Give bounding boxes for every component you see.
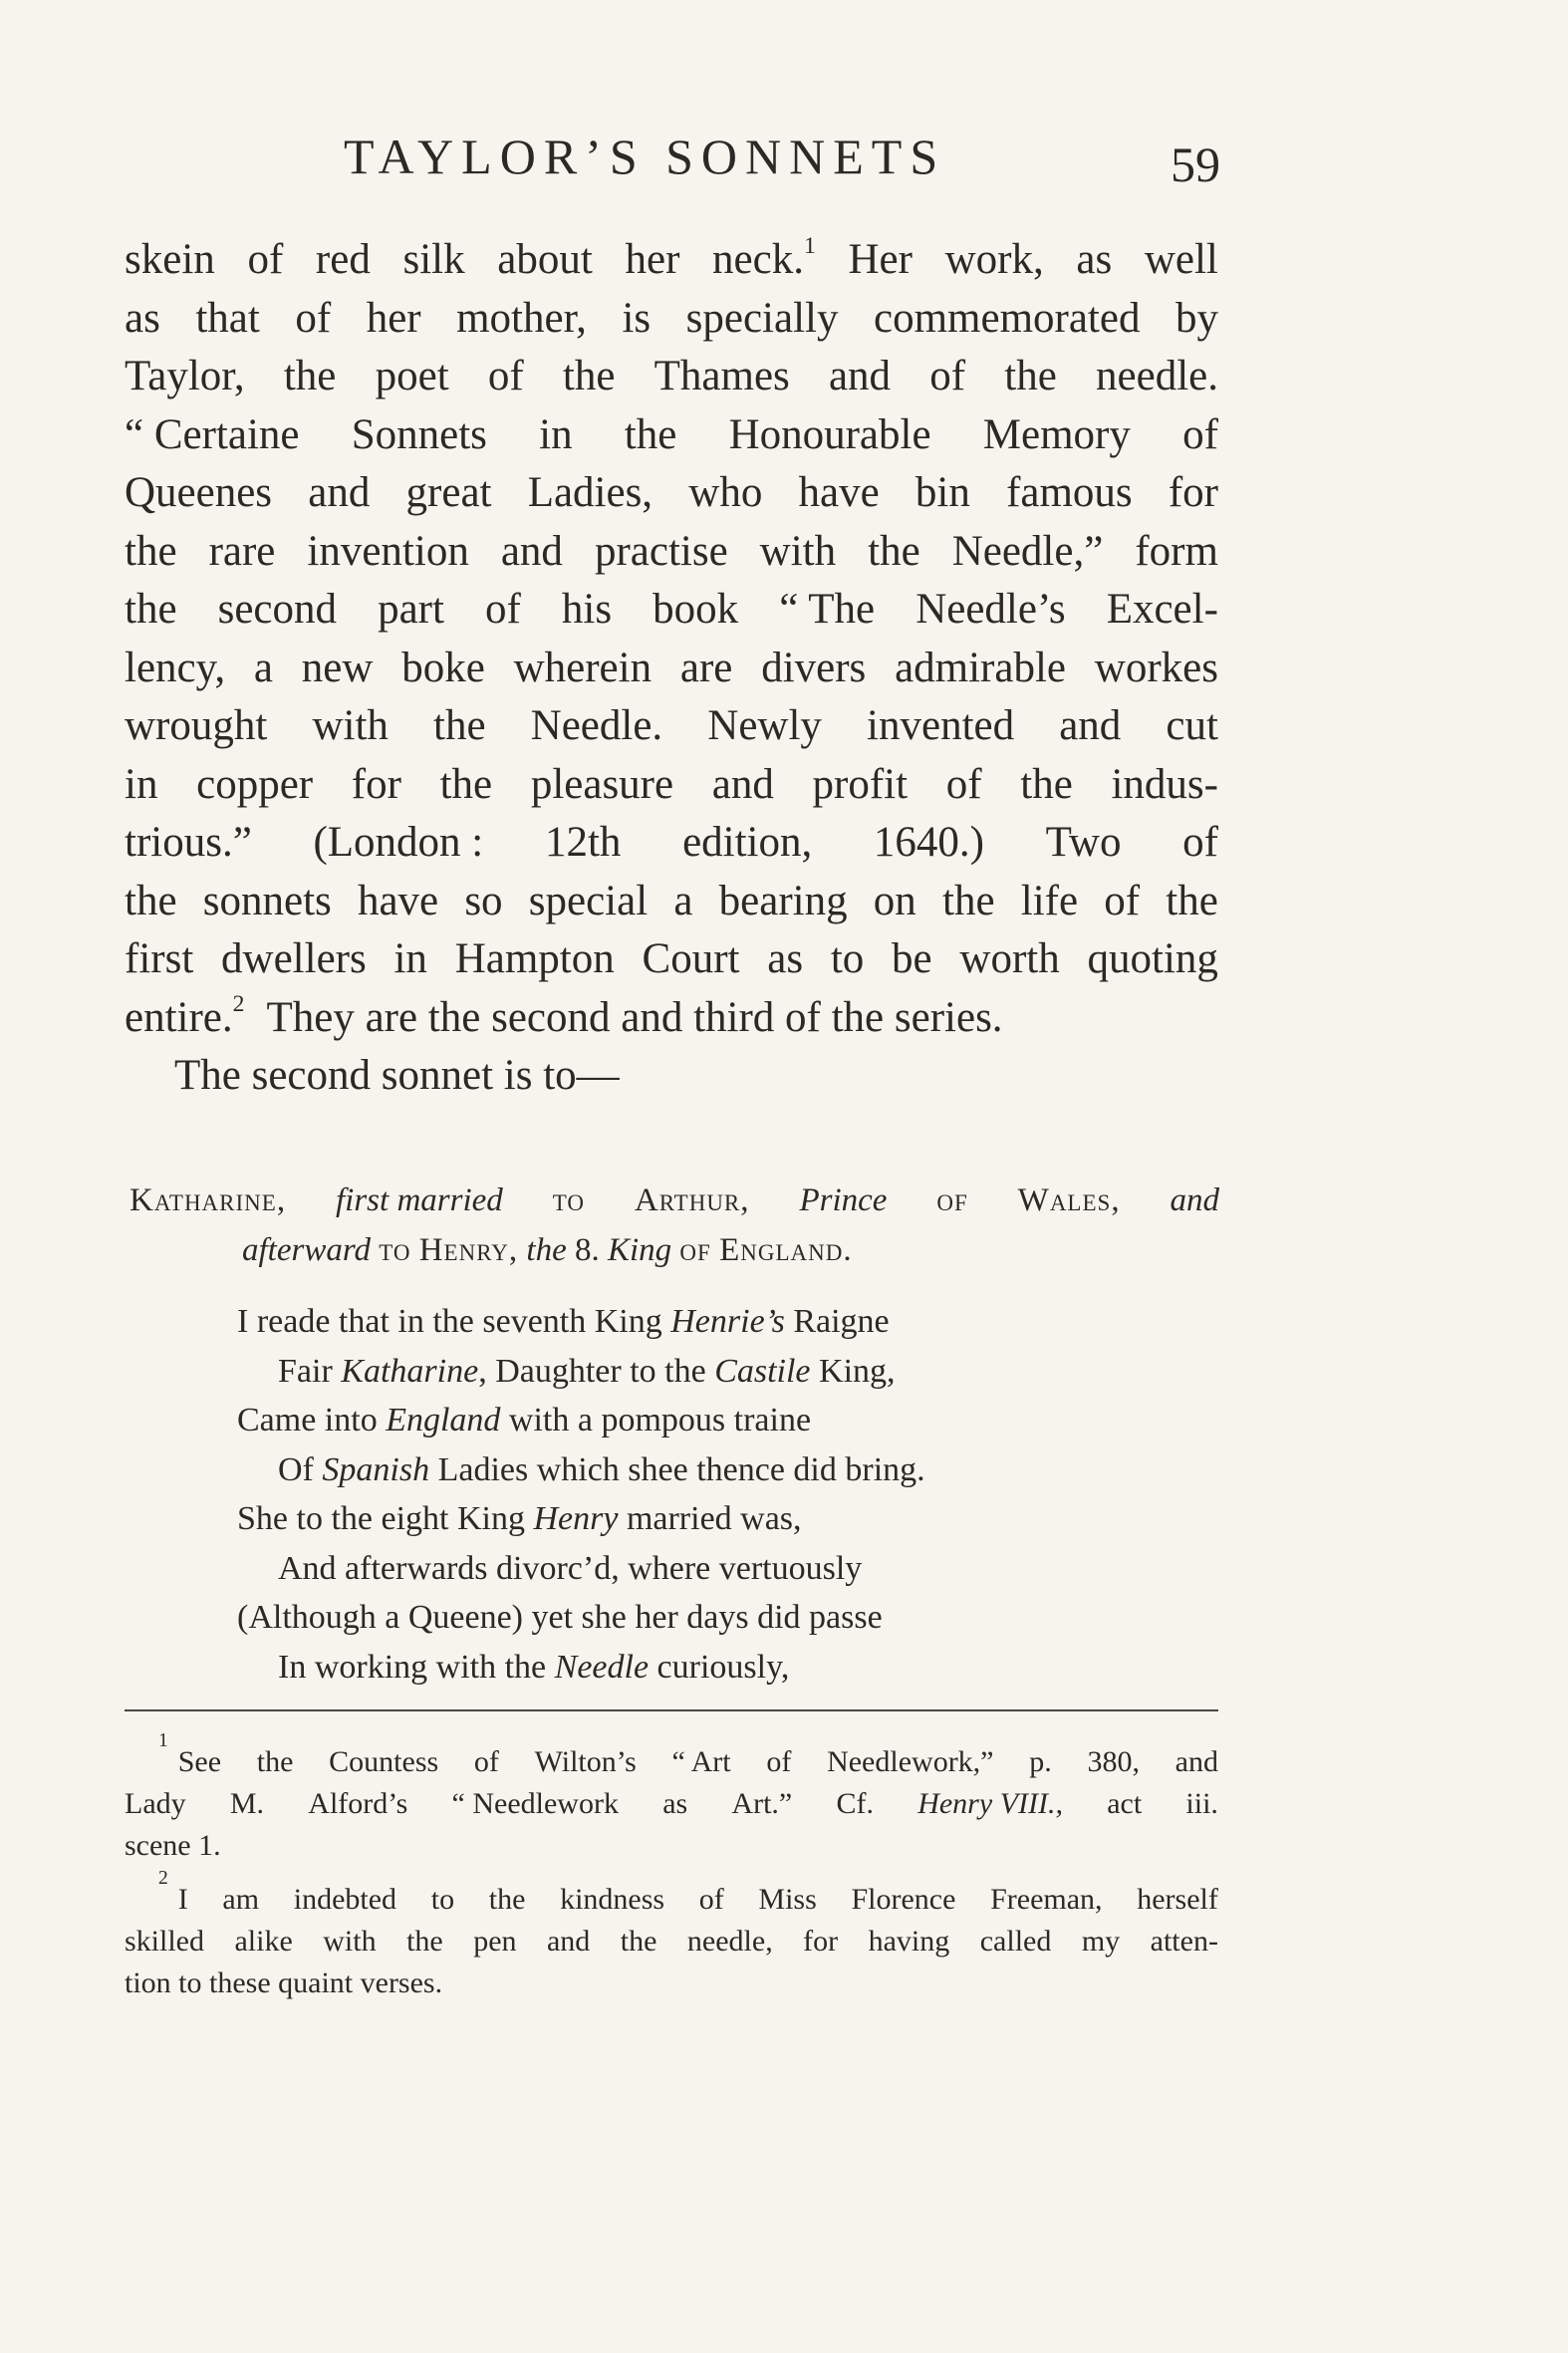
- word: the: [125, 877, 177, 924]
- paragraph-line: [125, 930, 1218, 989]
- heading-word: Prince: [799, 1182, 888, 1218]
- heading-word: afterward: [242, 1232, 371, 1268]
- word: Two: [1045, 819, 1122, 866]
- word: edition,: [682, 819, 813, 866]
- poem-segment: England: [386, 1402, 501, 1438]
- poem-segment: She to the eight King: [237, 1500, 534, 1537]
- word: as: [125, 294, 160, 342]
- word: They are the second and third of the series.: [266, 993, 1003, 1041]
- word: and: [500, 527, 563, 575]
- heading-word: and: [1170, 1182, 1219, 1218]
- footnote-word: Florence: [851, 1883, 956, 1916]
- word: and: [308, 469, 371, 516]
- word: Honourable: [728, 410, 931, 458]
- word: the: [624, 410, 677, 458]
- footnote-1: [125, 1730, 1218, 1867]
- word: 1640.): [873, 819, 984, 866]
- word: work,: [944, 236, 1044, 283]
- poem-segment: Henrie’s: [670, 1303, 785, 1340]
- footnote-word: Wilton’s: [534, 1745, 637, 1778]
- footnote-word: Lady: [125, 1787, 186, 1820]
- word: her: [366, 294, 421, 342]
- paragraph-line: [125, 581, 1218, 640]
- word: wherein: [513, 644, 653, 691]
- poem-line: [237, 1297, 1134, 1347]
- word: trious.”: [125, 819, 252, 866]
- footnote-word: Cf.: [836, 1787, 874, 1820]
- word: invention: [307, 527, 469, 575]
- word: skein: [125, 236, 215, 283]
- word: of: [1104, 877, 1141, 924]
- word: invented: [867, 702, 1015, 749]
- word: Needle’s: [915, 586, 1066, 633]
- paragraph-line: [125, 989, 1218, 1048]
- word: part: [378, 586, 444, 633]
- word: entire.$^2$: [125, 990, 245, 1041]
- heading-word: Henry,: [418, 1232, 519, 1268]
- footnote-word: kindness: [560, 1883, 665, 1916]
- heading-word: England.: [719, 1232, 853, 1268]
- heading-word: to: [552, 1182, 585, 1218]
- word: in: [539, 410, 573, 458]
- poem-segment: , Daughter to the: [478, 1352, 715, 1390]
- word: 12th: [544, 819, 622, 866]
- poem-line: [237, 1593, 1134, 1643]
- poem-segment: Fair: [278, 1352, 342, 1390]
- poem-segment: In working with the: [278, 1648, 555, 1686]
- footnote-word: pen: [473, 1925, 517, 1958]
- paragraph-line: [125, 697, 1218, 756]
- footnote-line: [125, 1868, 1218, 1921]
- word: profit: [812, 760, 909, 808]
- word: who: [688, 469, 763, 516]
- poem-line: [237, 1445, 1134, 1495]
- heading-word: to: [379, 1232, 411, 1268]
- heading-word: Katharine,: [130, 1182, 287, 1218]
- heading-word: of: [679, 1232, 711, 1268]
- word: quoting: [1087, 935, 1218, 982]
- word: neck.$^1$: [712, 232, 816, 283]
- poem-segment: I reade that in the seventh King: [237, 1303, 671, 1340]
- poem-segment: Spanish: [322, 1450, 430, 1488]
- heading-word: the: [526, 1232, 567, 1268]
- word: red: [315, 236, 371, 283]
- footnote-line: [125, 1921, 1218, 1962]
- word: Her: [848, 236, 913, 283]
- word: Thames: [653, 353, 790, 399]
- footnote-word: See: [177, 1745, 222, 1778]
- word: about: [497, 236, 593, 283]
- poem-segment: Castile: [714, 1352, 811, 1390]
- footnote-word: as: [662, 1787, 688, 1820]
- word: the: [868, 527, 920, 575]
- paragraph-line: [125, 523, 1218, 582]
- paragraph-line: [125, 640, 1218, 698]
- poem-segment: And afterwards divorc’d, where vertuously: [278, 1549, 863, 1587]
- footnote-word: of: [698, 1883, 724, 1916]
- paragraph-line: [125, 231, 1218, 290]
- word: sonnets: [202, 877, 332, 924]
- heading-word: 8.: [574, 1232, 600, 1268]
- word: first: [125, 935, 194, 982]
- word: the: [433, 702, 486, 749]
- poem-line: [237, 1544, 1134, 1594]
- footnote-word: my: [1081, 1925, 1121, 1958]
- word: cut: [1166, 702, 1218, 749]
- word: Sonnets: [351, 410, 487, 458]
- word: her: [625, 236, 680, 283]
- footnote-word: iii.: [1185, 1787, 1218, 1820]
- footnote-line: [125, 1730, 1218, 1783]
- footnote-word: the: [256, 1745, 294, 1778]
- footnote-word: Henry VIII.,: [917, 1787, 1063, 1820]
- word: needle.: [1096, 353, 1218, 399]
- footnote-line: [125, 1825, 1218, 1867]
- word: famous: [1006, 469, 1133, 516]
- word: Needle.: [530, 702, 663, 749]
- word: Ladies,: [527, 469, 653, 516]
- sonnet-heading-line-2: [130, 1225, 1219, 1275]
- poem-line: [237, 1494, 1134, 1544]
- word: and: [711, 760, 774, 808]
- poem-segment: Needle: [554, 1648, 650, 1686]
- word: as: [1076, 236, 1113, 283]
- footnote-word: “ Art: [671, 1745, 731, 1778]
- word: Court: [642, 935, 740, 982]
- word: commemorated: [874, 294, 1141, 342]
- word: the: [125, 527, 177, 575]
- word: specially: [685, 294, 839, 342]
- paragraph-line: [125, 348, 1218, 406]
- poem-segment: King,: [810, 1352, 896, 1390]
- footnote-word: with: [323, 1925, 377, 1958]
- footnote-word: Countess: [329, 1745, 439, 1778]
- word: the: [1004, 353, 1057, 399]
- footnote-word: and: [1175, 1745, 1218, 1778]
- footnote-marker: 2: [158, 1868, 168, 1889]
- heading-word: Arthur,: [634, 1182, 750, 1218]
- word: life: [1020, 877, 1079, 924]
- word: Newly: [707, 702, 822, 749]
- word: lency,: [125, 644, 226, 691]
- footnote-ref-1: 1: [803, 232, 816, 259]
- word: boke: [401, 644, 485, 691]
- footnote-word: of: [766, 1745, 792, 1778]
- footnote-word: I: [177, 1883, 188, 1916]
- footnote-word: Needlework,”: [827, 1745, 994, 1778]
- footnote-word: M.: [229, 1787, 265, 1820]
- word: bearing: [718, 877, 848, 924]
- word: is: [622, 294, 652, 342]
- footnote-line: [125, 1962, 1218, 2004]
- footnote-word: “ Needlework: [451, 1787, 619, 1820]
- running-header: [125, 128, 1220, 197]
- footnote-word: called: [979, 1925, 1052, 1958]
- heading-word: first married: [336, 1182, 503, 1218]
- word: in: [125, 760, 158, 808]
- footnote-word: of: [473, 1745, 499, 1778]
- word: the: [439, 760, 493, 808]
- poem-segment: curiously,: [649, 1648, 790, 1686]
- word: Excel-: [1106, 586, 1218, 633]
- word: a: [673, 877, 693, 924]
- footnote-word: Freeman,: [990, 1883, 1103, 1916]
- word: a: [253, 644, 273, 691]
- footnote-word: Alford’s: [308, 1787, 408, 1820]
- word: of: [247, 236, 284, 283]
- word: the: [125, 586, 177, 633]
- word: mother,: [456, 294, 587, 342]
- footnote-word: the: [406, 1925, 443, 1958]
- word: book: [653, 586, 739, 633]
- paragraph-line: [125, 814, 1218, 873]
- footnote-line: [125, 1783, 1218, 1825]
- paragraph-line: [125, 406, 1218, 465]
- word: with: [759, 527, 837, 575]
- footnote-marker: 1: [158, 1730, 168, 1751]
- word: Queenes: [125, 469, 273, 516]
- word: Memory: [982, 410, 1131, 458]
- running-title: TAYLOR’S SONNETS: [344, 129, 946, 184]
- page-number: 59: [1171, 136, 1220, 192]
- footnote-word: atten-: [1150, 1925, 1218, 1958]
- poem-segment: (Although a Queene) yet she her days did passe: [237, 1599, 883, 1636]
- word: his: [561, 586, 613, 633]
- poem-segment: married was,: [618, 1500, 802, 1537]
- word: practise: [594, 527, 728, 575]
- word: of: [945, 760, 982, 808]
- footnote-word: tion to these quaint verses.: [125, 1966, 443, 1999]
- word: bin: [915, 469, 970, 516]
- footnote-word: Miss: [758, 1883, 817, 1916]
- footnote-word: 380,: [1087, 1745, 1140, 1778]
- poem-segment: Of: [278, 1450, 323, 1488]
- word: to: [830, 935, 865, 982]
- footnote-word: am: [222, 1883, 260, 1916]
- sonnet-poem: [237, 1297, 1134, 1692]
- word: divers: [761, 644, 867, 691]
- word: worth: [959, 935, 1060, 982]
- word: “ Certaine: [125, 410, 300, 458]
- footnote-word: needle,: [686, 1925, 773, 1958]
- main-paragraph: [125, 231, 1218, 1106]
- word: wrought: [125, 702, 268, 749]
- poem-line: [237, 1396, 1134, 1445]
- word: that: [195, 294, 260, 342]
- poem-segment: Raigne: [784, 1303, 890, 1340]
- paragraph-line: [125, 873, 1218, 931]
- paragraph-line: [125, 464, 1218, 523]
- footnote-word: skilled: [125, 1925, 204, 1958]
- word: the: [1020, 760, 1073, 808]
- footnote-word: alike: [234, 1925, 293, 1958]
- word: Needle,”: [951, 527, 1104, 575]
- word: dwellers: [221, 935, 367, 982]
- word: of: [295, 294, 332, 342]
- word: the: [1166, 877, 1218, 924]
- word: second: [217, 586, 338, 633]
- poem-segment: Katharine: [341, 1352, 479, 1390]
- footnote-word: the: [620, 1925, 657, 1958]
- word: the: [562, 353, 616, 399]
- word: be: [892, 935, 932, 982]
- word: of: [485, 586, 521, 633]
- paragraph-last-line: The second sonnet is to—: [174, 1052, 620, 1099]
- poem-segment: with a pompous traine: [500, 1402, 812, 1438]
- footnote-word: having: [868, 1925, 950, 1958]
- word: pleasure: [530, 760, 674, 808]
- word: great: [405, 469, 492, 516]
- footnote-word: scene 1.: [125, 1829, 221, 1862]
- word: by: [1175, 294, 1218, 342]
- word: for: [1168, 469, 1218, 516]
- word: have: [357, 877, 439, 924]
- word: in: [393, 935, 427, 982]
- word: of: [929, 353, 966, 399]
- word: admirable: [895, 644, 1066, 691]
- footnote-word: Art.”: [731, 1787, 793, 1820]
- footnote-word: the: [488, 1883, 526, 1916]
- word: rare: [208, 527, 276, 575]
- footnote-word: indebted: [293, 1883, 397, 1916]
- paragraph-line: [125, 290, 1218, 349]
- word: with: [312, 702, 389, 749]
- word: workes: [1094, 644, 1218, 691]
- poem-line: [237, 1347, 1134, 1397]
- word: the: [283, 353, 337, 399]
- word: silk: [402, 236, 465, 283]
- word: and: [828, 353, 892, 399]
- footnote-2: [125, 1868, 1218, 2004]
- word: Hampton: [454, 935, 615, 982]
- poem-segment: Ladies which shee thence did bring.: [429, 1450, 925, 1488]
- word: as: [767, 935, 804, 982]
- heading-word: Wales,: [1017, 1182, 1121, 1218]
- heading-word: of: [936, 1182, 968, 1218]
- paragraph-line: [125, 756, 1218, 815]
- footnote-divider: [125, 1709, 1218, 1711]
- word: new: [301, 644, 374, 691]
- footnote-word: and: [546, 1925, 591, 1958]
- footnote-word: for: [803, 1925, 839, 1958]
- footnote-word: to: [430, 1883, 455, 1916]
- footnote-ref-2: 2: [232, 990, 245, 1017]
- poem-segment: Came into: [237, 1402, 387, 1438]
- word: indus-: [1111, 760, 1218, 808]
- word: of: [1182, 410, 1218, 458]
- word: (London :: [313, 819, 484, 866]
- word: the: [942, 877, 995, 924]
- poem-segment: Henry: [533, 1500, 619, 1537]
- word: copper: [196, 760, 314, 808]
- sonnet-heading-line-1: [130, 1176, 1219, 1225]
- footnote-word: herself: [1137, 1883, 1218, 1916]
- sonnet-heading: [130, 1176, 1219, 1275]
- word: so: [464, 877, 503, 924]
- word: poet: [375, 353, 449, 399]
- word: “ The: [779, 586, 876, 633]
- word: of: [487, 353, 524, 399]
- word: have: [798, 469, 880, 516]
- word: form: [1135, 527, 1218, 575]
- word: special: [528, 877, 649, 924]
- word: of: [1182, 819, 1218, 866]
- footnote-word: act: [1107, 1787, 1143, 1820]
- footnote-word: p.: [1029, 1745, 1052, 1778]
- word: are: [679, 644, 733, 691]
- word: well: [1144, 236, 1218, 283]
- poem-line: [237, 1643, 1134, 1693]
- word: and: [1059, 702, 1122, 749]
- word: for: [351, 760, 401, 808]
- word: Taylor,: [125, 353, 245, 399]
- word: on: [873, 877, 916, 924]
- footnotes: [125, 1730, 1218, 2004]
- heading-word: King: [607, 1232, 672, 1268]
